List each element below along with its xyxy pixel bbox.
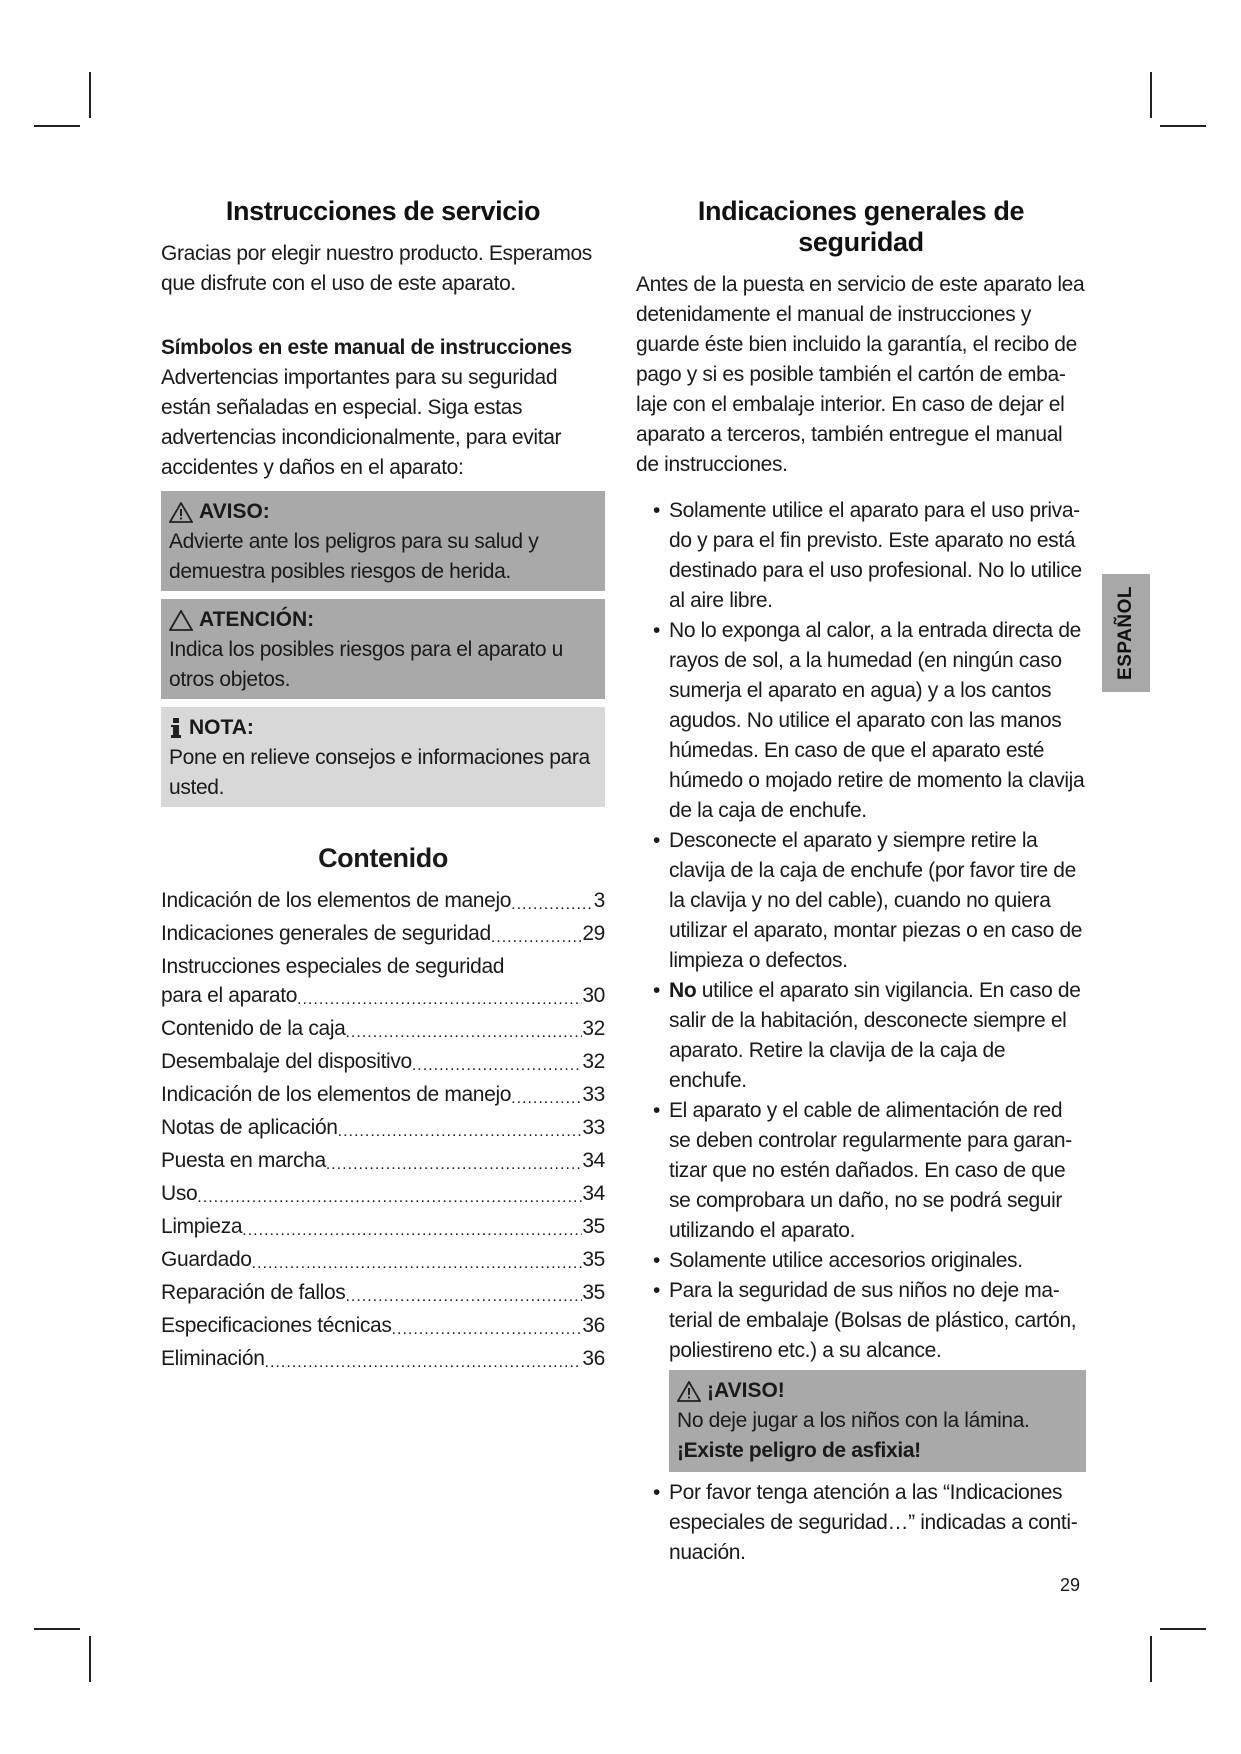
toc-leader-dots	[412, 1047, 582, 1080]
toc-leader-dots	[511, 886, 594, 919]
aviso-label: AVISO:	[199, 500, 270, 523]
toc-entry-title: Reparación de fallos	[161, 1281, 346, 1304]
toc-entry	[161, 886, 605, 919]
aviso-box	[161, 491, 605, 591]
list-item: • El aparato y el cable de alimentación de red se deben controlar regularmente para garantizar que no estén dañados. En caso de que se comprobara un daño, no se podrá seguir utilizando el aparato.	[653, 1099, 1073, 1242]
toc-leader-dots	[338, 1113, 583, 1146]
nota-text: Pone en relieve consejos e informaciones para usted.	[169, 746, 590, 799]
toc-entry-page: 33	[582, 1083, 605, 1106]
toc-leader-dots	[297, 981, 582, 1014]
aviso2-label: ¡AVISO!	[707, 1379, 785, 1402]
aviso2-text: No deje jugar a los niños con la lámina.	[677, 1409, 1030, 1432]
toc-entry-title: Eliminación	[161, 1347, 265, 1370]
caution-triangle-icon	[169, 610, 193, 631]
crop-mark	[89, 1636, 91, 1682]
toc-leader-dots	[326, 1146, 582, 1179]
crop-mark	[1160, 1628, 1206, 1630]
toc-entry	[161, 1179, 605, 1212]
toc-entry-page: 35	[582, 1248, 605, 1271]
toc-entry	[161, 1278, 605, 1311]
toc-entry-title: Desembalaje del dispositivo	[161, 1050, 412, 1073]
toc-leader-dots	[392, 1311, 583, 1344]
crop-mark	[1150, 1636, 1152, 1682]
toc-entry	[161, 1245, 605, 1278]
toc-entry-title: Instrucciones especiales de seguridad	[161, 955, 505, 978]
toc-entry-page: 36	[582, 1314, 605, 1337]
info-icon	[169, 717, 183, 739]
table-of-contents	[161, 886, 605, 1377]
aviso-text: Advierte ante los peligros para su salud y demuestra posibles riesgos de herida.	[169, 530, 539, 583]
toc-entry-page: 30	[582, 984, 605, 1007]
toc-entry-page: 34	[582, 1149, 605, 1172]
toc-leader-dots	[252, 1245, 583, 1278]
toc-entry	[161, 1080, 605, 1113]
toc-entry	[161, 1113, 605, 1146]
toc-leader-dots	[242, 1212, 582, 1245]
crop-mark	[89, 72, 91, 118]
list-item: • Solamente utilice el aparato para el uso privado y para el fin previsto. Este aparato no está destinado para el uso profesional. No lo utilice al aire libre.	[653, 499, 1082, 612]
toc-entry-title: Limpieza	[161, 1215, 243, 1238]
list-item: • Por favor tenga atención a las “Indicaciones especiales de seguridad…” indicadas a continuación.	[653, 1481, 1078, 1564]
toc-entry-page: 33	[582, 1116, 605, 1139]
toc-entry-page: 35	[582, 1215, 605, 1238]
atencion-text: Indica los posibles riesgos para el aparato u otros objetos.	[169, 638, 563, 691]
list-item: • Para la seguridad de sus niños no deje material de embalaje (Bolsas de plástico, cartón, poliestireno etc.) a su alcance.	[653, 1279, 1077, 1362]
toc-leader-dots	[265, 1344, 583, 1377]
safety-list-end	[636, 1478, 1086, 1568]
intro-text: Gracias por elegir nuestro producto. Esperamos que disfrute con el uso de este aparato.	[161, 242, 592, 295]
toc-entry-page: 32	[582, 1050, 605, 1073]
toc-entry	[161, 981, 605, 1014]
atencion-label: ATENCIÓN:	[199, 608, 315, 631]
toc-leader-dots	[197, 1179, 582, 1212]
toc-entry-title: Puesta en marcha	[161, 1149, 326, 1172]
nota-label: NOTA:	[189, 716, 254, 739]
toc-entry-title: Indicación de los elementos de manejo	[161, 889, 512, 912]
page-number: 29	[1060, 1575, 1081, 1595]
toc-entry-page: 34	[582, 1182, 605, 1205]
toc-entry-title: Uso	[161, 1182, 198, 1205]
list-item: • No lo exponga al calor, a la entrada directa de rayos de sol, a la humedad (en ningún caso sumerja el aparato en agua) y a los cantos agudos. No utilice el aparato con las manos húmedas. En caso de que el aparato esté húmedo o mojado retire de momento la clavija de la caja de enchufe.	[653, 619, 1085, 822]
warning-triangle-icon	[169, 502, 193, 523]
toc-entry-title: Contenido de la caja	[161, 1017, 346, 1040]
page-title: Instrucciones de servicio	[225, 196, 541, 226]
toc-entry	[161, 1146, 605, 1179]
aviso2-bold: ¡Existe peligro de asfixia!	[677, 1439, 921, 1462]
list-item: • Desconecte el aparato y siempre retire la clavija de la caja de enchufe (por favor tire de la clavija y no del cable), cuando no quiera utilizar el aparato, montar piezas o en caso de limpieza o defectos.	[653, 829, 1083, 972]
toc-entry-page: 36	[582, 1347, 605, 1370]
language-label: ESPAÑOL	[1115, 586, 1136, 680]
list-item: • No utilice el aparato sin vigilancia. En caso de salir de la habitación, desconecte siempre el aparato. Retire la clavija de la caja de enchufe.	[653, 979, 1081, 1092]
toc-entry	[161, 1014, 605, 1047]
toc-leader-dots	[511, 1080, 582, 1113]
toc-entry-title: Notas de aplicación	[161, 1116, 338, 1139]
symbols-heading: Símbolos en este manual de instrucciones	[161, 336, 572, 359]
warning-triangle-icon	[677, 1381, 701, 1402]
crop-mark	[1150, 72, 1152, 118]
toc-entry-page: 29	[582, 922, 605, 945]
toc-entry-title: Indicaciones generales de seguridad	[161, 922, 491, 945]
crop-mark	[1160, 125, 1206, 127]
nota-box	[161, 707, 605, 807]
toc-entry	[161, 1344, 605, 1377]
aviso-suffocation-box	[669, 1370, 1086, 1472]
crop-mark	[34, 1628, 80, 1630]
language-tab	[1102, 574, 1150, 692]
safety-list	[636, 496, 1086, 1366]
atencion-box	[161, 599, 605, 699]
toc-entry-title: Guardado	[161, 1248, 252, 1271]
toc-entry-page: 35	[582, 1281, 605, 1304]
safety-intro: Antes de la puesta en servicio de este aparato lea detenidamente el manual de instrucciones y guarde éste bien incluido la garantía, el recibo de pago y si es posible también el cartón de embalaje con el embalaje interior. En caso de dejar el aparato a terceros, también entregue el manual de instrucciones.	[636, 273, 1085, 476]
right-column	[636, 196, 1086, 1568]
toc-entry-page: 3	[593, 889, 605, 912]
toc-entry-title: Indicación de los elementos de manejo	[161, 1083, 512, 1106]
toc-entry-title: para el aparato	[161, 984, 298, 1007]
toc-entry-title: Especificaciones técnicas	[161, 1314, 392, 1337]
toc-entry	[161, 1212, 605, 1245]
toc-leader-dots	[491, 919, 583, 952]
toc-entry	[161, 952, 605, 981]
crop-mark	[34, 125, 80, 127]
symbols-text: Advertencias importantes para su seguridad están señaladas en especial. Siga estas advertencias incondicionalmente, para evitar accidentes y daños en el aparato:	[161, 366, 562, 479]
toc-leader-dots	[345, 1278, 582, 1311]
toc-leader-dots	[345, 1014, 582, 1047]
toc-entry-page: 32	[582, 1017, 605, 1040]
toc-title: Contenido	[318, 843, 448, 873]
toc-entry	[161, 919, 605, 952]
left-column	[161, 196, 605, 1377]
safety-title: Indicaciones generales de seguridad	[697, 196, 1025, 257]
toc-entry	[161, 1311, 605, 1344]
toc-entry	[161, 1047, 605, 1080]
list-item: • Solamente utilice accesorios originales.	[653, 1249, 1023, 1272]
